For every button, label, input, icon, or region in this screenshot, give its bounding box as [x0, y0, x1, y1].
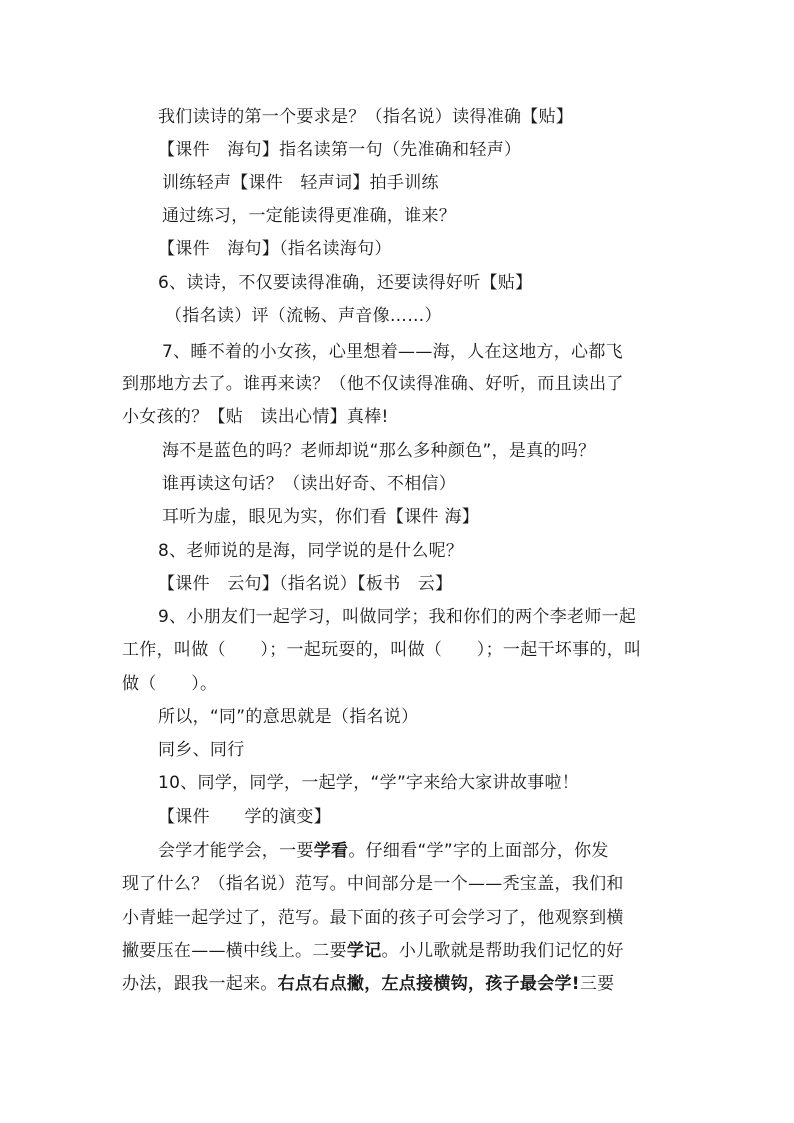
text-line: 谁再读这句话？（读出好奇、不相信） — [162, 474, 457, 494]
text-line: 7、睡不着的小女孩，心里想着——海，人在这地方，心都飞 — [162, 342, 623, 362]
text-line: 小女孩的？【贴 读出心情】真棒! — [122, 407, 389, 427]
text-run: 会学才能学会，一要 — [158, 841, 314, 861]
text-run: 。小儿歌就是帮助我们记忆的好 — [381, 941, 624, 961]
paragraph-line: 现了什么？（指名说）范写。中间部分是一个——秃宝盖，我们和 — [122, 874, 624, 894]
text-line: 所以，“同”的意思就是（指名说） — [158, 707, 419, 727]
text-line: 10、同学，同学，一起学，“学”字来给大家讲故事啦！ — [158, 773, 580, 793]
text-line: 【课件 海句】（指名读海句） — [158, 239, 392, 259]
text-run: 。仔细看“学”字的上面部分，你发 — [348, 841, 609, 861]
paragraph-line — [122, 940, 624, 962]
text-line: 工作，叫做（ ）；一起玩耍的，叫做（ ）；一起干坏事的，叫 — [122, 640, 642, 660]
text-line: 训练轻声【课件 轻声词】拍手训练 — [162, 173, 439, 193]
text-line: 同乡、同行 — [158, 740, 245, 760]
paragraph-line — [158, 840, 609, 862]
text-line: 6、读诗，不仅要读得准确，还要读得好听【贴】 — [158, 273, 533, 293]
paragraph-line: 小青蛙一起学过了，范写。最下面的孩子可会学习了，他观察到横 — [122, 908, 624, 928]
text-run: 三要 — [579, 974, 615, 994]
text-line: 耳听为虚，眼见为实，你们看【课件 海】 — [162, 507, 480, 527]
text-line: 海不是蓝色的吗？老师却说“那么多种颜色”，是真的吗？ — [162, 441, 596, 461]
text-line: 【课件 学的演变】 — [158, 807, 331, 827]
text-line: 【课件 海句】指名读第一句（先准确和轻声） — [158, 140, 522, 160]
emphasis-text: 学记 — [346, 941, 382, 961]
text-run: 办法，跟我一起来。 — [122, 974, 278, 994]
text-line: 到那地方去了。谁再来读？（他不仅读得准确、好听，而且读出了 — [122, 374, 624, 394]
paragraph-line — [122, 973, 614, 995]
emphasis-text: 学看 — [313, 841, 349, 861]
text-line: 我们读诗的第一个要求是？（指名说）读得准确【贴】 — [158, 107, 574, 127]
text-line: 【课件 云句】（指名说）【板书 云】 — [158, 574, 453, 594]
text-line: 8、老师说的是海，同学说的是什么呢？ — [158, 541, 464, 561]
emphasis-text: 右点右点撇，左点接横钩，孩子最会学! — [277, 974, 580, 994]
text-run: 撇要压在——横中线上。二要 — [122, 941, 347, 961]
text-line: （指名读）评（流畅、声音像……） — [165, 306, 442, 326]
text-line: 9、小朋友们一起学习，叫做同学；我和你们的两个李老师一起 — [158, 607, 637, 627]
text-line: 通过练习，一定能读得更准确，谁来？ — [162, 206, 457, 226]
text-line: 做（ ）。 — [122, 674, 218, 694]
